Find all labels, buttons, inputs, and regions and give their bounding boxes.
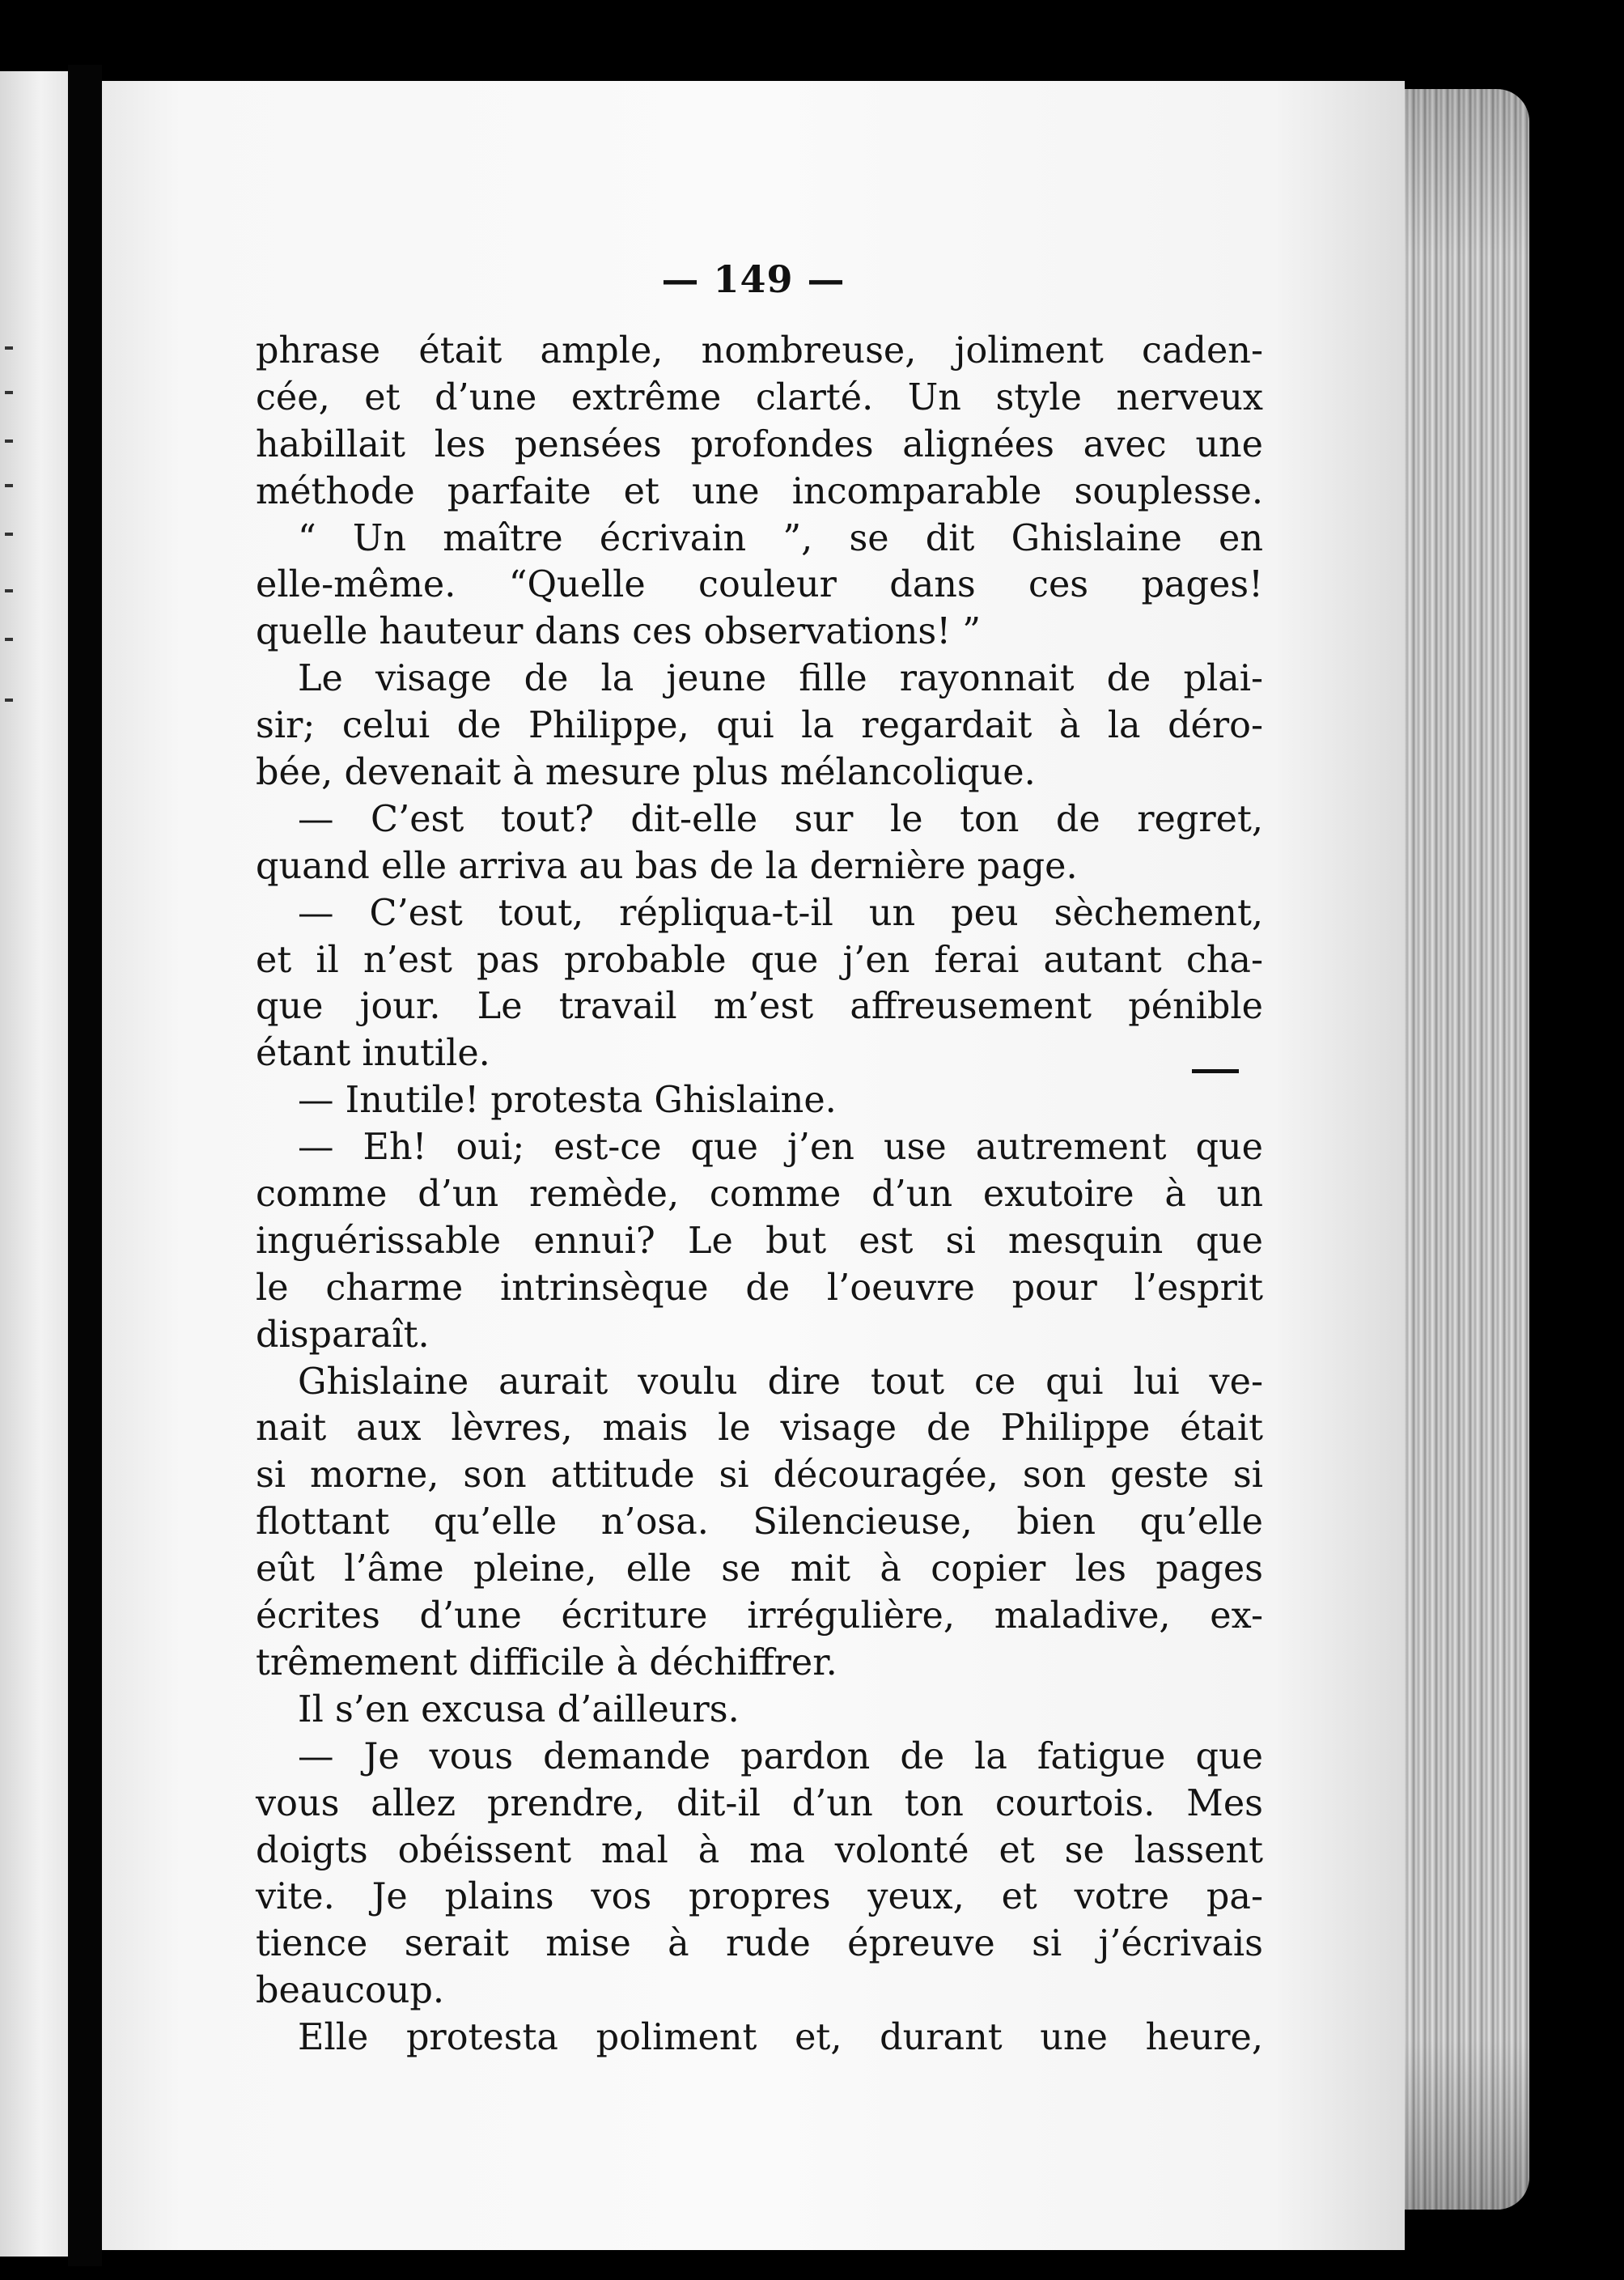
text-line: habillait les pensées profondes alignées avec une bbox=[256, 423, 1263, 465]
text-line: — C’est tout? dit-elle sur le ton de regret, bbox=[298, 798, 1263, 840]
page-body-text bbox=[256, 328, 1263, 2061]
book-gutter bbox=[68, 65, 102, 2266]
text-line: comme d’un remède, comme d’un exutoire à un bbox=[256, 1174, 1263, 1216]
text-line: si morne, son attitude si découragée, son geste si bbox=[256, 1454, 1263, 1497]
text-line: elle-même. “Quelle couleur dans ces pages! bbox=[256, 564, 1263, 606]
text-line: “ Un maître écrivain ”, se dit Ghislaine en bbox=[298, 517, 1263, 559]
text-line: le charme intrinsèque de l’oeuvre pour l’esprit bbox=[256, 1267, 1263, 1309]
text-line: phrase était ample, nombreuse, joliment caden- bbox=[256, 330, 1263, 372]
text-line: et il n’est pas probable que j’en ferai autant cha- bbox=[256, 939, 1263, 981]
text-line: — Eh! oui; est-ce que j’en use autrement que bbox=[298, 1127, 1263, 1169]
text-line: étant inutile. bbox=[256, 1033, 490, 1075]
text-line: que jour. Le travail m’est affreusement pénible bbox=[256, 986, 1263, 1028]
text-line: vous allez prendre, dit-il d’un ton courtois. Mes bbox=[256, 1782, 1263, 1824]
text-line: — Inutile! protesta Ghislaine. bbox=[298, 1080, 837, 1122]
text-line: quand elle arriva au bas de la dernière page. bbox=[256, 845, 1078, 887]
text-line: bée, devenait à mesure plus mélancolique. bbox=[256, 752, 1036, 794]
text-line: Ghislaine aurait voulu dire tout ce qui lui ve- bbox=[298, 1361, 1263, 1403]
book-page bbox=[102, 81, 1405, 2250]
text-line: tience serait mise à rude épreuve si j’écrivais bbox=[256, 1923, 1263, 1965]
text-line: — C’est tout, répliqua-t-il un peu sèchement, bbox=[298, 892, 1263, 934]
margin-dash-mark bbox=[1192, 1069, 1239, 1073]
text-line: sir; celui de Philippe, qui la regardait à la déro- bbox=[256, 705, 1263, 747]
text-line: quelle hauteur dans ces observations! ” bbox=[256, 611, 982, 653]
text-line: trêmement difficile à déchiffrer. bbox=[256, 1641, 837, 1683]
text-line: eût l’âme pleine, elle se mit à copier les pages bbox=[256, 1548, 1263, 1590]
page-number: — 149 — bbox=[661, 257, 846, 301]
text-line: Le visage de la jeune fille rayonnait de plai- bbox=[298, 658, 1263, 700]
adjacent-page-edge bbox=[0, 71, 68, 2257]
text-line: cée, et d’une extrême clarté. Un style nerveux bbox=[256, 376, 1263, 418]
text-line: nait aux lèvres, mais le visage de Philippe était bbox=[256, 1407, 1263, 1450]
text-line: beaucoup. bbox=[256, 1970, 445, 2012]
text-line: Elle protesta poliment et, durant une heure, bbox=[298, 2017, 1263, 2059]
text-line: disparaît. bbox=[256, 1314, 430, 1356]
text-line: doigts obéissent mal à ma volonté et se lassent bbox=[256, 1829, 1263, 1871]
text-line: méthode parfaite et une incomparable souplesse. bbox=[256, 470, 1263, 512]
text-line: vite. Je plains vos propres yeux, et votre pa- bbox=[256, 1876, 1263, 1918]
text-line: — Je vous demande pardon de la fatigue que bbox=[298, 1735, 1263, 1777]
text-line: Il s’en excusa d’ailleurs. bbox=[298, 1688, 740, 1730]
text-line: flottant qu’elle n’osa. Silencieuse, bien qu’elle bbox=[256, 1501, 1263, 1543]
text-line: inguérissable ennui? Le but est si mesquin que bbox=[256, 1220, 1263, 1262]
text-line: écrites d’une écriture irrégulière, maladive, ex- bbox=[256, 1595, 1263, 1637]
